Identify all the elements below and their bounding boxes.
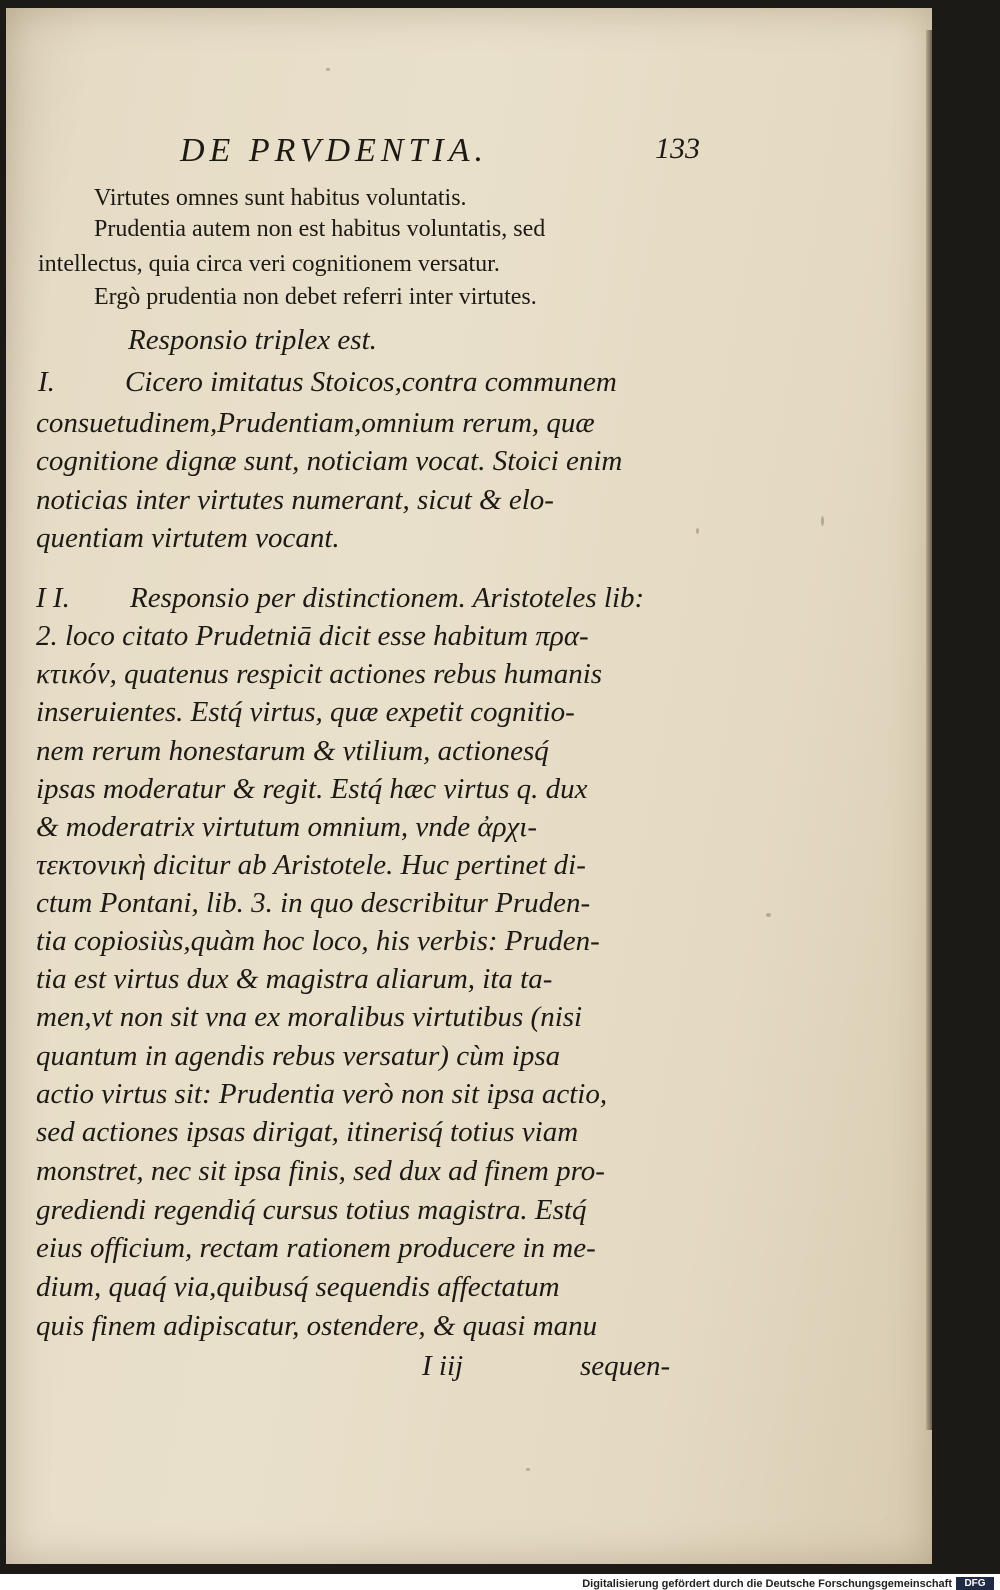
text-line: dium, quaq́ via,quibusq́ sequendis affectatum [36,1271,560,1303]
dfg-logo: DFG [956,1577,994,1590]
text-line: sed actiones ipsas dirigat, itinerisq́ totius viam [36,1116,579,1148]
text-line: & moderatrix virtutum omnium, vnde ἀρχι- [36,811,538,843]
text-line: quentiam virtutem vocant. [36,522,340,554]
running-title: DE PRVDENTIA. [180,132,489,169]
text-line: noticias inter virtutes numerant, sicut & elo- [36,484,554,516]
text-line: intellectus, quia circa veri cognitionem versatur. [38,251,500,277]
text-line: Prudentia autem non est habitus voluntatis, sed [94,216,546,242]
text-line: consuetudinem,Prudentiam,omnium rerum, quæ [36,407,595,439]
page-number: 133 [655,132,700,165]
text-line: ctum Pontani, lib. 3. in quo describitur Pruden- [36,887,591,919]
text-line: Responsio per distinctionem. Aristoteles lib: [130,582,645,614]
text-line: tia copiosiùs,quàm hoc loco, his verbis: Pruden- [36,925,600,957]
section-numeral: I I. [36,582,70,614]
section-numeral: I. [38,366,55,398]
text-line: quantum in agendis rebus versatur) cùm ipsa [36,1040,561,1072]
section-heading: Responsio triplex est. [128,324,377,356]
text-line: 2. loco citato Prudetniā dicit esse habitum πρα- [36,620,589,652]
text-line: nem rerum honestarum & vtilium, actionesq́ [36,735,549,767]
text-line: τεκτονικὴ dicitur ab Aristotele. Huc pertinet di- [36,849,586,881]
footer-credit: Digitalisierung gefördert durch die Deutsche Forschungsgemeinschaft [582,1578,952,1590]
text-line: eius officium, rectam rationem producere in me- [36,1232,596,1264]
text-line: monstret, nec sit ipsa finis, sed dux ad finem pro- [36,1155,605,1187]
text-line: Ergò prudentia non debet referri inter virtutes. [94,284,537,310]
text-line: Virtutes omnes sunt habitus voluntatis. [94,185,467,211]
text-line: ipsas moderatur & regit. Estq́ hæc virtus q. dux [36,773,588,805]
text-line: cognitione dignæ sunt, noticiam vocat. Stoici enim [36,445,623,477]
text-line: κτικόν, quatenus respicit actiones rebus humanis [36,658,603,690]
text-line: actio virtus sit: Prudentia verò non sit ipsa actio, [36,1078,608,1110]
signature-mark: I iij [422,1350,464,1382]
text-line: grediendi regendiq́ cursus totius magistra. Estq́ [36,1194,587,1226]
text-line: inseruientes. Estq́ virtus, quæ expetit cognitio- [36,696,575,728]
text-line: tia est virtus dux & magistra aliarum, ita ta- [36,963,553,995]
text-line: Cicero imitatus Stoicos,contra communem [125,366,617,398]
text-line: men,vt non sit vna ex moralibus virtutibus (nisi [36,1001,583,1033]
text-line: quis finem adipiscatur, ostendere, & quasi manu [36,1310,598,1342]
page-edge [926,30,932,1430]
catchword: sequen- [580,1350,671,1382]
